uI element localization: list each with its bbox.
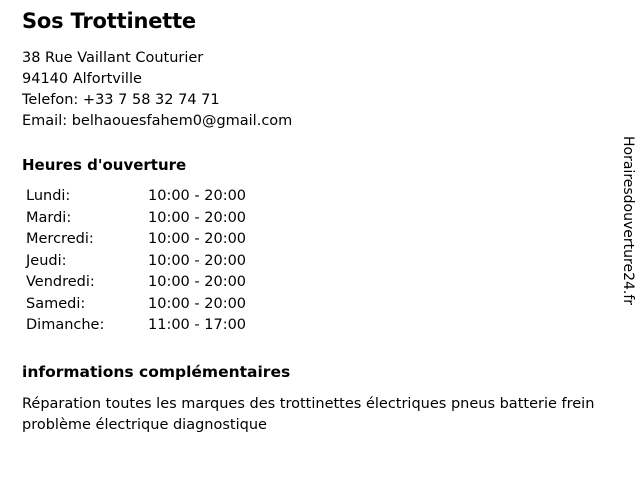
hours-day: Mardi: <box>26 209 72 226</box>
hours-day: Lundi: <box>26 188 71 204</box>
additional-info-heading: informations complémentaires <box>22 362 291 381</box>
watermark-side-label: Horairesdouverture24.fr <box>620 136 636 306</box>
table-row <box>26 208 246 230</box>
page-title: Sos Trottinette <box>22 9 196 33</box>
hours-time: 10:00 - 20:00 <box>148 231 247 247</box>
business-info-block <box>22 8 612 436</box>
hours-day: Jeudi: <box>26 252 67 269</box>
opening-hours-heading: Heures d'ouverture <box>22 156 187 174</box>
hours-day: Vendredi: <box>26 274 95 290</box>
email-line: Email: belhaouesfahem0@gmail.com <box>22 113 293 129</box>
table-row <box>26 229 246 251</box>
address-line-street: 38 Rue Vaillant Couturier <box>22 50 204 66</box>
opening-hours-table <box>26 186 246 337</box>
table-row <box>26 272 246 294</box>
table-row <box>26 186 246 208</box>
hours-time: 10:00 - 20:00 <box>148 295 247 312</box>
hours-day: Samedi: <box>26 295 86 312</box>
hours-time: 10:00 - 20:00 <box>148 252 247 269</box>
address-line-city: 94140 Alfortville <box>22 71 142 87</box>
phone-line: Telefon: +33 7 58 32 74 71 <box>22 92 220 108</box>
hours-time: 10:00 - 20:00 <box>148 274 247 290</box>
hours-day: Dimanche: <box>26 317 105 333</box>
hours-day: Mercredi: <box>26 231 94 247</box>
hours-time: 10:00 - 20:00 <box>148 209 247 226</box>
hours-time: 11:00 - 17:00 <box>148 317 247 333</box>
additional-info-text: Réparation toutes les marques des trottinettes électriques pneus batterie frein problème électrique diagnostique <box>22 395 595 433</box>
hours-time: 10:00 - 20:00 <box>148 188 247 204</box>
table-row <box>26 251 246 273</box>
table-row <box>26 315 246 337</box>
table-row <box>26 294 246 316</box>
